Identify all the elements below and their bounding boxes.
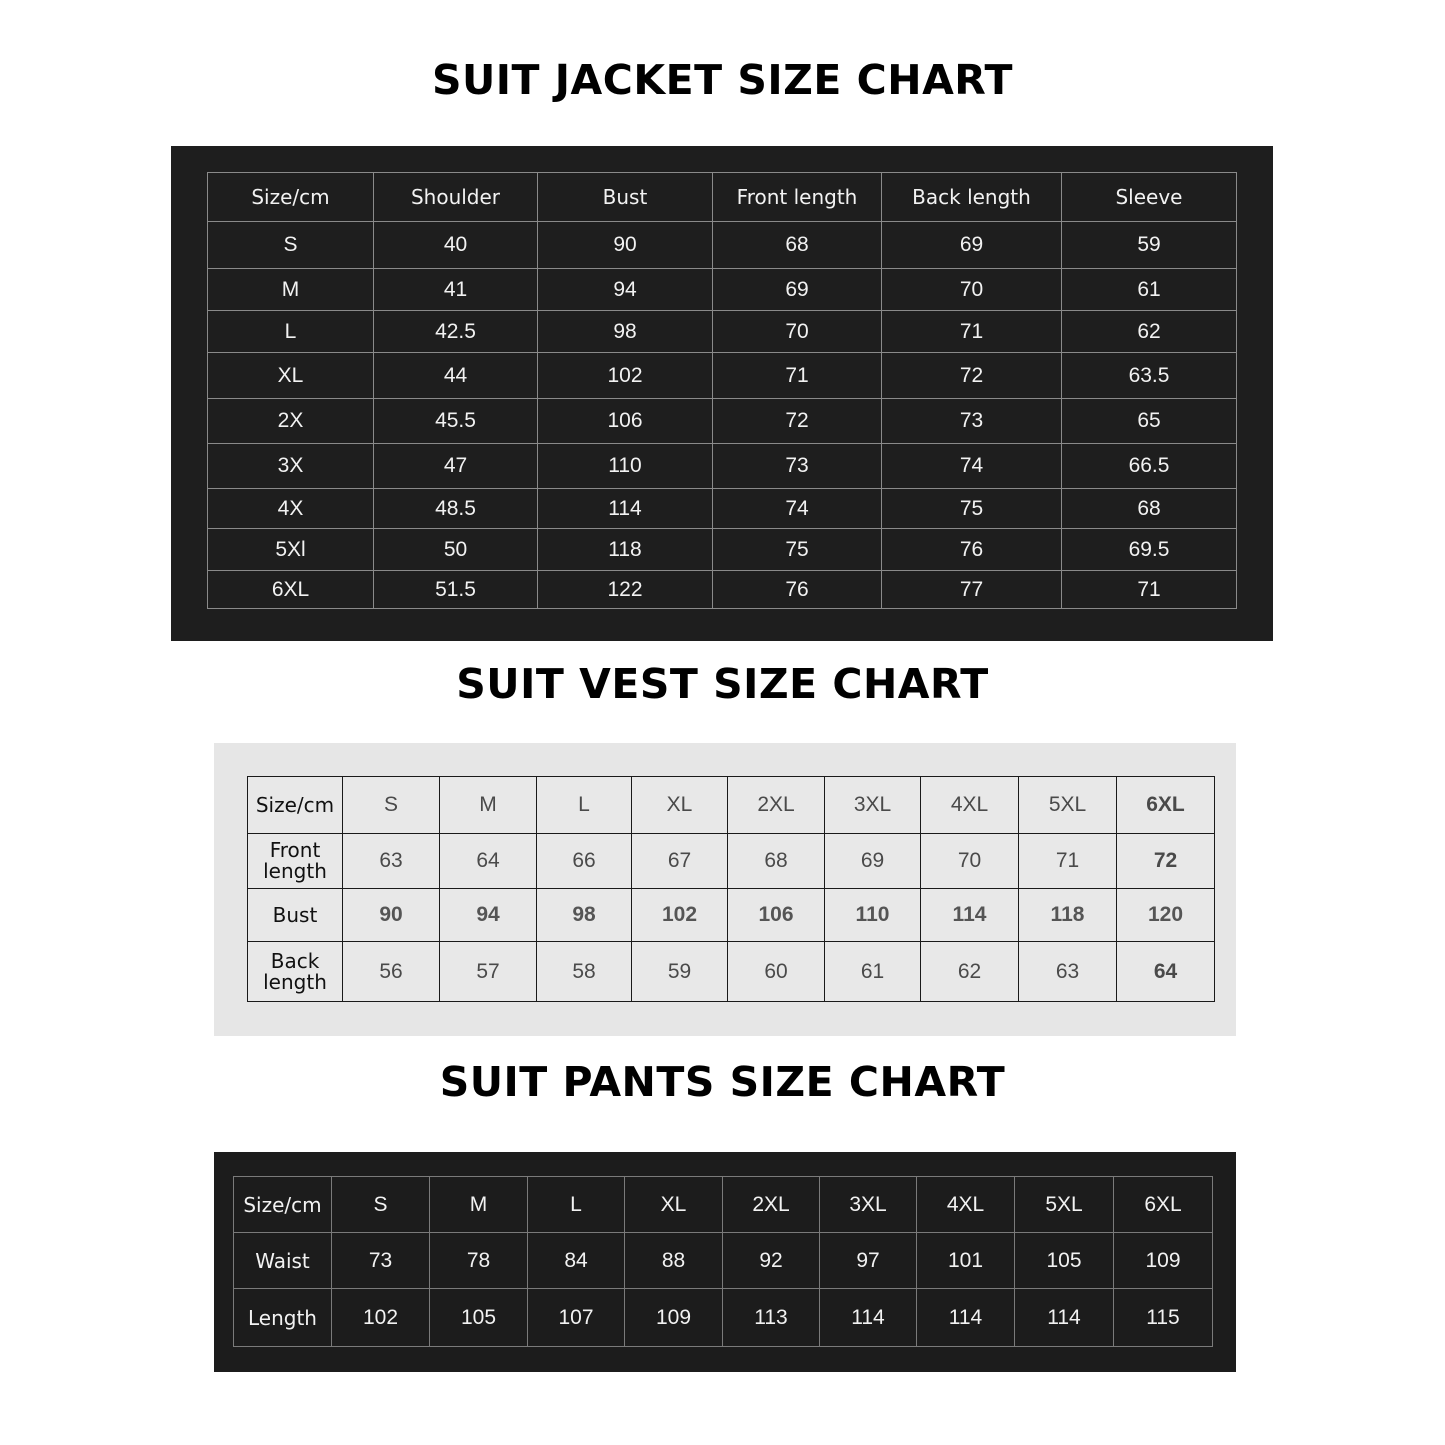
table-header-row bbox=[234, 1177, 1213, 1233]
table-cell: 114 bbox=[820, 1289, 917, 1347]
table-cell: 118 bbox=[538, 529, 713, 571]
table-cell: 118 bbox=[1019, 889, 1117, 942]
table-cell: 122 bbox=[538, 571, 713, 609]
table-row bbox=[208, 269, 1237, 311]
header-cell: Size/cm bbox=[248, 777, 343, 834]
table-cell: 113 bbox=[723, 1289, 820, 1347]
table-cell: 114 bbox=[917, 1289, 1015, 1347]
header-cell: 5XL bbox=[1019, 777, 1117, 834]
jacket-chart-panel bbox=[171, 146, 1273, 641]
table-cell: 70 bbox=[882, 269, 1062, 311]
table-cell: 69 bbox=[713, 269, 882, 311]
table-cell: 42.5 bbox=[374, 311, 538, 353]
table-row bbox=[208, 399, 1237, 444]
header-cell: Shoulder bbox=[374, 173, 538, 222]
table-cell: 105 bbox=[430, 1289, 528, 1347]
header-cell: 6XL bbox=[1114, 1177, 1213, 1233]
header-cell: 5XL bbox=[1015, 1177, 1114, 1233]
header-cell: Size/cm bbox=[208, 173, 374, 222]
table-cell: 66 bbox=[537, 834, 632, 889]
table-cell: 71 bbox=[1062, 571, 1237, 609]
table-cell: 61 bbox=[825, 942, 921, 1002]
size-cell: 6XL bbox=[208, 571, 374, 609]
header-cell: Front length bbox=[713, 173, 882, 222]
table-row bbox=[248, 834, 1215, 889]
table-row bbox=[248, 889, 1215, 942]
header-cell: S bbox=[332, 1177, 430, 1233]
table-row bbox=[208, 489, 1237, 529]
row-label: Length bbox=[234, 1289, 332, 1347]
pants-chart-title: SUIT PANTS SIZE CHART bbox=[439, 1058, 1006, 1106]
header-cell: 3XL bbox=[825, 777, 921, 834]
table-cell: 50 bbox=[374, 529, 538, 571]
size-cell: M bbox=[208, 269, 374, 311]
table-cell: 101 bbox=[917, 1233, 1015, 1289]
table-cell: 102 bbox=[632, 889, 728, 942]
table-cell: 63.5 bbox=[1062, 353, 1237, 399]
table-header-row bbox=[248, 777, 1215, 834]
table-cell: 63 bbox=[1019, 942, 1117, 1002]
table-cell: 44 bbox=[374, 353, 538, 399]
table-cell: 94 bbox=[440, 889, 537, 942]
table-cell: 114 bbox=[921, 889, 1019, 942]
header-cell: Back length bbox=[882, 173, 1062, 222]
table-cell: 114 bbox=[538, 489, 713, 529]
table-cell: 72 bbox=[882, 353, 1062, 399]
table-cell: 59 bbox=[632, 942, 728, 1002]
table-cell: 74 bbox=[713, 489, 882, 529]
jacket-size-table bbox=[207, 172, 1237, 609]
table-cell: 61 bbox=[1062, 269, 1237, 311]
table-cell: 41 bbox=[374, 269, 538, 311]
row-label-line: length bbox=[263, 969, 327, 994]
table-cell: 57 bbox=[440, 942, 537, 1002]
table-cell: 71 bbox=[713, 353, 882, 399]
table-cell: 84 bbox=[528, 1233, 625, 1289]
header-cell: XL bbox=[625, 1177, 723, 1233]
header-cell: L bbox=[528, 1177, 625, 1233]
size-cell: 4X bbox=[208, 489, 374, 529]
header-cell: M bbox=[440, 777, 537, 834]
table-cell: 105 bbox=[1015, 1233, 1114, 1289]
header-cell: Size/cm bbox=[234, 1177, 332, 1233]
table-cell: 73 bbox=[332, 1233, 430, 1289]
header-cell: Bust bbox=[538, 173, 713, 222]
table-cell: 73 bbox=[713, 444, 882, 489]
size-cell: XL bbox=[208, 353, 374, 399]
table-cell: 64 bbox=[440, 834, 537, 889]
header-cell: 6XL bbox=[1117, 777, 1215, 834]
table-cell: 64 bbox=[1117, 942, 1215, 1002]
header-cell: M bbox=[430, 1177, 528, 1233]
row-label bbox=[248, 834, 343, 889]
table-cell: 63 bbox=[343, 834, 440, 889]
table-cell: 68 bbox=[713, 222, 882, 269]
table-cell: 114 bbox=[1015, 1289, 1114, 1347]
table-cell: 59 bbox=[1062, 222, 1237, 269]
table-cell: 70 bbox=[713, 311, 882, 353]
header-cell: S bbox=[343, 777, 440, 834]
row-label-line: Front bbox=[269, 838, 321, 862]
table-row bbox=[208, 353, 1237, 399]
row-label bbox=[248, 942, 343, 1002]
vest-chart-title: SUIT VEST SIZE CHART bbox=[456, 660, 989, 708]
size-cell: 5Xl bbox=[208, 529, 374, 571]
table-cell: 94 bbox=[538, 269, 713, 311]
row-label-line: Back bbox=[270, 948, 320, 973]
table-row bbox=[248, 942, 1215, 1002]
row-label-line: Bust bbox=[272, 902, 318, 927]
table-cell: 102 bbox=[538, 353, 713, 399]
vest-size-table bbox=[247, 776, 1215, 1002]
table-cell: 110 bbox=[538, 444, 713, 489]
header-cell: 2XL bbox=[728, 777, 825, 834]
table-cell: 45.5 bbox=[374, 399, 538, 444]
vest-chart-panel bbox=[214, 743, 1236, 1036]
table-cell: 70 bbox=[921, 834, 1019, 889]
table-cell: 109 bbox=[625, 1289, 723, 1347]
table-cell: 120 bbox=[1117, 889, 1215, 942]
table-cell: 74 bbox=[882, 444, 1062, 489]
jacket-chart-title: SUIT JACKET SIZE CHART bbox=[431, 56, 1014, 104]
table-cell: 90 bbox=[343, 889, 440, 942]
header-cell: L bbox=[537, 777, 632, 834]
table-row bbox=[234, 1289, 1213, 1347]
table-cell: 72 bbox=[713, 399, 882, 444]
table-cell: 75 bbox=[882, 489, 1062, 529]
table-cell: 69 bbox=[882, 222, 1062, 269]
pants-chart-panel bbox=[214, 1152, 1236, 1372]
table-cell: 109 bbox=[1114, 1233, 1213, 1289]
table-cell: 62 bbox=[1062, 311, 1237, 353]
table-cell: 102 bbox=[332, 1289, 430, 1347]
header-cell: XL bbox=[632, 777, 728, 834]
table-cell: 107 bbox=[528, 1289, 625, 1347]
table-cell: 71 bbox=[882, 311, 1062, 353]
table-cell: 97 bbox=[820, 1233, 917, 1289]
table-row bbox=[234, 1233, 1213, 1289]
table-cell: 90 bbox=[538, 222, 713, 269]
table-cell: 51.5 bbox=[374, 571, 538, 609]
table-cell: 73 bbox=[882, 399, 1062, 444]
size-cell: S bbox=[208, 222, 374, 269]
size-cell: 3X bbox=[208, 444, 374, 489]
size-cell: 2X bbox=[208, 399, 374, 444]
table-cell: 110 bbox=[825, 889, 921, 942]
table-cell: 40 bbox=[374, 222, 538, 269]
row-label bbox=[248, 889, 343, 942]
table-cell: 47 bbox=[374, 444, 538, 489]
table-row bbox=[208, 571, 1237, 609]
table-cell: 48.5 bbox=[374, 489, 538, 529]
table-cell: 78 bbox=[430, 1233, 528, 1289]
table-cell: 106 bbox=[538, 399, 713, 444]
table-cell: 77 bbox=[882, 571, 1062, 609]
table-row bbox=[208, 529, 1237, 571]
pants-size-table bbox=[233, 1176, 1213, 1347]
table-cell: 76 bbox=[713, 571, 882, 609]
header-cell: 2XL bbox=[723, 1177, 820, 1233]
header-cell: 3XL bbox=[820, 1177, 917, 1233]
table-cell: 72 bbox=[1117, 834, 1215, 889]
table-cell: 92 bbox=[723, 1233, 820, 1289]
table-cell: 69 bbox=[825, 834, 921, 889]
header-cell: 4XL bbox=[917, 1177, 1015, 1233]
row-label: Waist bbox=[234, 1233, 332, 1289]
table-cell: 106 bbox=[728, 889, 825, 942]
table-row bbox=[208, 222, 1237, 269]
table-cell: 65 bbox=[1062, 399, 1237, 444]
table-cell: 56 bbox=[343, 942, 440, 1002]
table-cell: 76 bbox=[882, 529, 1062, 571]
table-cell: 67 bbox=[632, 834, 728, 889]
header-cell: 4XL bbox=[921, 777, 1019, 834]
table-row bbox=[208, 311, 1237, 353]
table-cell: 68 bbox=[1062, 489, 1237, 529]
table-cell: 98 bbox=[538, 311, 713, 353]
size-cell: L bbox=[208, 311, 374, 353]
table-cell: 69.5 bbox=[1062, 529, 1237, 571]
row-label-line: length bbox=[263, 859, 327, 883]
table-row bbox=[208, 444, 1237, 489]
table-cell: 62 bbox=[921, 942, 1019, 1002]
table-cell: 68 bbox=[728, 834, 825, 889]
table-cell: 115 bbox=[1114, 1289, 1213, 1347]
table-cell: 88 bbox=[625, 1233, 723, 1289]
table-header-row bbox=[208, 173, 1237, 222]
table-cell: 98 bbox=[537, 889, 632, 942]
table-cell: 60 bbox=[728, 942, 825, 1002]
header-cell: Sleeve bbox=[1062, 173, 1237, 222]
table-cell: 71 bbox=[1019, 834, 1117, 889]
table-cell: 58 bbox=[537, 942, 632, 1002]
table-cell: 66.5 bbox=[1062, 444, 1237, 489]
table-cell: 75 bbox=[713, 529, 882, 571]
